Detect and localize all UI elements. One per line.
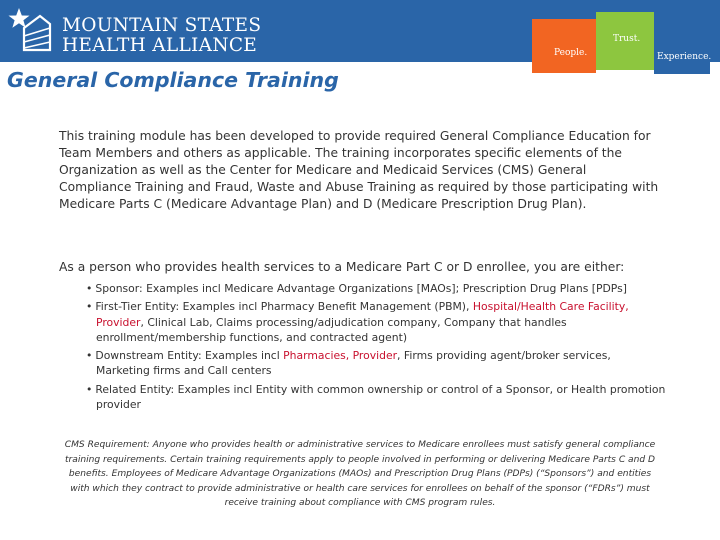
sponsor-text: Sponsor: Examples incl Medicare Advantage Organizations [MAOs]; Prescription Drug Plans [PDPs]	[95, 282, 627, 295]
downstream-highlight: Pharmacies, Provider	[283, 349, 398, 363]
star-house-icon	[8, 6, 52, 54]
intro-paragraph: This training module has been developed to provide required General Compliance Education for Team Members and others as applicable. The training incorporates specific elements of the Organization as well as the Center for Medicare and Medicaid Services (CMS) General Compliance Training and Fraud, Waste and Abuse Training as required by those participating with Medicare Parts C (Medicare Advantage Plan) and D (Medicare Prescription Drug Plan).	[59, 129, 659, 211]
list-item-sponsor	[77, 281, 667, 296]
related-text: Related Entity: Examples incl Entity with common ownership or control of a Sponsor, or Health promotion provider	[95, 382, 666, 412]
tagline-people-box	[532, 19, 596, 73]
cms-requirement-note: CMS Requirement: Anyone who provides health or administrative services to Medicare enrollees must satisfy general compliance training requirements. Certain training requirements apply to people involved in performing or delivering Medicare Parts C and D benefits. Employees of Medicare Advantage Organizations (MAOs) and Prescription Drug Plans (PDPs) (“Sponsors”) and entities with which they contract to provide administrative or health care services for enrollees on behalf of the sponsor (“FDRs”) must receive training about compliance with CMS program rules.	[64, 440, 656, 508]
first-tier-text-rest: , Clinical Lab, Claims processing/adjudication company, Company that handles enrollment/membership functions, and contracted agent)	[96, 315, 567, 344]
tagline-trust: Trust.	[613, 34, 641, 44]
downstream-text-rest: , Firms providing agent/broker services, Marketing firms and Call centers	[96, 349, 611, 378]
entity-list	[77, 281, 667, 415]
tagline-experience: Experience.	[657, 52, 712, 62]
brand-name-line1: MOUNTAIN STATES	[62, 15, 262, 36]
first-tier-text: First-Tier Entity: Examples incl Pharmacy Benefit Management (PBM),	[95, 300, 473, 314]
tagline-experience-box	[654, 34, 710, 74]
downstream-text: Downstream Entity: Examples incl	[95, 349, 284, 363]
lead-paragraph: As a person who provides health services to a Medicare Part C or D enrollee, you are either:	[59, 260, 625, 274]
page-title: General Compliance Training	[7, 68, 339, 92]
list-item-downstream	[77, 348, 667, 379]
tagline-trust-box	[596, 12, 654, 70]
tagline-people: People.	[554, 48, 588, 58]
list-item-first-tier	[77, 299, 667, 345]
list-item-related	[77, 382, 667, 413]
brand-logo	[8, 6, 262, 56]
first-tier-highlight: Hospital/Health Care Facility, Provider	[96, 300, 629, 329]
brand-name-line2: HEALTH ALLIANCE	[62, 35, 258, 56]
